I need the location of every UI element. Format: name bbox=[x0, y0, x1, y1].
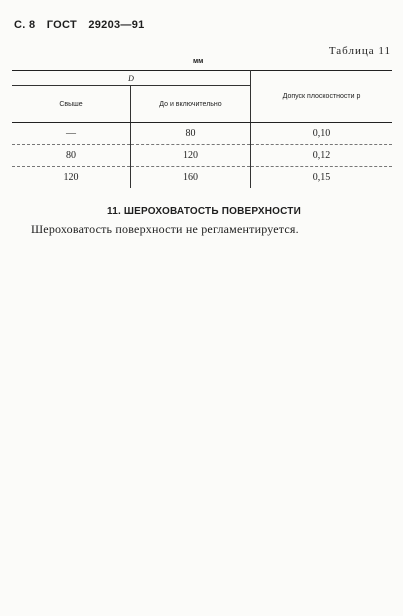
cell-over: 80 bbox=[12, 145, 131, 167]
cell-upto: 120 bbox=[131, 145, 251, 167]
header-upto: До и включительно bbox=[131, 86, 251, 123]
standard-number: 29203—91 bbox=[88, 19, 145, 31]
page-label: С. 8 bbox=[14, 19, 36, 31]
header-tolerance: Допуск плоскостности p bbox=[251, 71, 393, 123]
table-unit: мм bbox=[193, 58, 204, 65]
standard-label: ГОСТ bbox=[46, 19, 77, 31]
header-d: D bbox=[12, 71, 251, 86]
cell-over: 120 bbox=[63, 172, 79, 183]
cell-tolerance: 0,12 bbox=[251, 145, 393, 167]
table-row bbox=[12, 123, 392, 145]
header-over: Свыше bbox=[12, 86, 131, 123]
table-header-row bbox=[12, 71, 392, 86]
table-row bbox=[12, 145, 392, 167]
tolerance-table bbox=[12, 70, 392, 188]
section-text: Шероховатость поверхности не регламентируется. bbox=[31, 222, 299, 236]
cell-tolerance: 0,10 bbox=[251, 123, 393, 145]
cell-upto: 80 bbox=[131, 123, 251, 145]
cell-tolerance: 0,15 bbox=[251, 167, 393, 189]
table-row bbox=[12, 167, 392, 189]
table-number: Таблица 11 bbox=[328, 45, 391, 57]
section-title: 11. ШЕРОХОВАТОСТЬ ПОВЕРХНОСТИ bbox=[107, 206, 301, 217]
cell-upto: 160 bbox=[131, 167, 251, 189]
cell-over: — bbox=[12, 123, 131, 145]
page-header bbox=[14, 19, 153, 31]
